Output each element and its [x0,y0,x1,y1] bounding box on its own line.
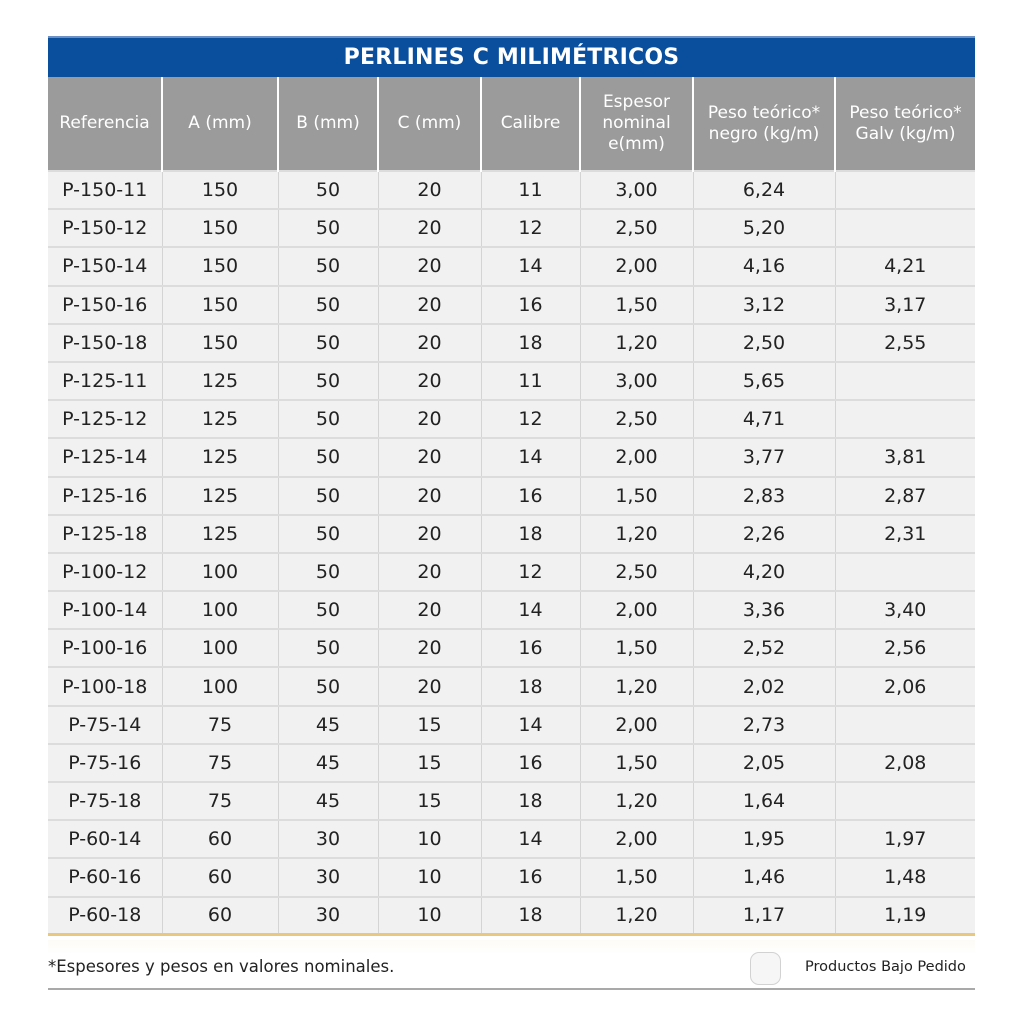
table-cell: 50 [278,477,378,515]
table-cell: 2,50 [693,324,835,362]
table-cell: P-125-11 [48,362,162,400]
table-title: PERLINES C MILIMÉTRICOS [48,36,975,77]
table-cell: 150 [162,324,278,362]
column-header [693,77,835,171]
table-cell: P-150-14 [48,247,162,285]
table-cell: 18 [481,515,580,553]
table-cell: 20 [378,438,481,476]
table-cell: 20 [378,247,481,285]
table-row [48,477,975,515]
table-cell: 125 [162,438,278,476]
column-header-line: Espesor [602,92,671,112]
table-cell: P-75-18 [48,782,162,820]
footnote: *Espesores y pesos en valores nominales. [48,957,395,976]
table-cell: 20 [378,667,481,705]
table-cell: 10 [378,897,481,935]
table-cell: 20 [378,171,481,209]
table-cell: 4,21 [835,247,975,285]
table-cell: 30 [278,897,378,935]
table-cell: 50 [278,400,378,438]
table-cell: 20 [378,324,481,362]
table-cell: 2,06 [835,667,975,705]
table-cell: 14 [481,591,580,629]
table-row [48,247,975,285]
table-cell: P-125-18 [48,515,162,553]
table-cell: 2,73 [693,706,835,744]
table-cell: 2,00 [580,247,693,285]
table-cell: P-150-16 [48,286,162,324]
table-cell: 3,00 [580,362,693,400]
table-cell: P-125-14 [48,438,162,476]
table-cell: 5,65 [693,362,835,400]
table-cell: 50 [278,324,378,362]
table-cell: 2,50 [580,209,693,247]
table-cell: 1,20 [580,782,693,820]
table-cell: 1,50 [580,477,693,515]
column-header [580,77,693,171]
table-cell: 125 [162,400,278,438]
table-cell: 20 [378,477,481,515]
table-cell: 3,81 [835,438,975,476]
table-cell: 150 [162,286,278,324]
table-cell: 20 [378,591,481,629]
table-cell [835,209,975,247]
table-cell: 2,00 [580,820,693,858]
table-cell: 18 [481,667,580,705]
table-cell: 3,36 [693,591,835,629]
table-cell: 15 [378,782,481,820]
table-cell: 1,17 [693,897,835,935]
column-header-line: nominal [602,113,671,133]
table-cell: P-60-14 [48,820,162,858]
table-cell [835,706,975,744]
column-header-line: B (mm) [296,113,360,133]
table-cell: 11 [481,362,580,400]
table-row [48,782,975,820]
table-cell: 1,50 [580,744,693,782]
table-row [48,820,975,858]
table-cell: 1,46 [693,858,835,896]
table-cell: 20 [378,553,481,591]
table-cell: 14 [481,247,580,285]
table-cell: P-100-16 [48,629,162,667]
column-header-line: Peso teórico* [707,102,821,123]
column-header-line: Calibre [500,113,561,133]
table-cell: 2,00 [580,591,693,629]
table-cell: P-125-12 [48,400,162,438]
table-row [48,591,975,629]
table-cell: 150 [162,171,278,209]
table-cell: 3,17 [835,286,975,324]
table-cell: 50 [278,553,378,591]
table-cell: 1,20 [580,515,693,553]
table-cell: 30 [278,820,378,858]
table-cell: 100 [162,553,278,591]
table-cell: 2,00 [580,438,693,476]
table-cell: 20 [378,362,481,400]
table-cell: 15 [378,744,481,782]
table-cell: P-150-12 [48,209,162,247]
table-cell: 10 [378,820,481,858]
table-cell [835,362,975,400]
column-header [278,77,378,171]
table-cell: 50 [278,171,378,209]
column-header-line: Peso teórico* [849,102,962,123]
rounded-square-swatch-icon [750,952,781,985]
table-cell: 2,87 [835,477,975,515]
table-cell: 16 [481,629,580,667]
table-cell: 100 [162,591,278,629]
table-cell: 50 [278,629,378,667]
table-cell [835,553,975,591]
table-cell [835,782,975,820]
table-row [48,706,975,744]
table-row [48,209,975,247]
table-cell: P-100-18 [48,667,162,705]
table-cell: 1,50 [580,629,693,667]
table-cell: 4,16 [693,247,835,285]
table-cell: P-125-16 [48,477,162,515]
table-cell: 1,50 [580,286,693,324]
column-header-line: C (mm) [397,113,462,133]
table-cell: 125 [162,477,278,515]
table-cell: 30 [278,858,378,896]
table-cell: P-60-16 [48,858,162,896]
table-cell: P-60-18 [48,897,162,935]
table-cell: P-75-14 [48,706,162,744]
table-cell: 20 [378,515,481,553]
table-cell: 16 [481,744,580,782]
table-cell: 125 [162,362,278,400]
table-cell: 4,20 [693,553,835,591]
table-cell: 2,26 [693,515,835,553]
table-cell: 2,55 [835,324,975,362]
table-cell: 12 [481,553,580,591]
table-cell: 2,52 [693,629,835,667]
perlines-table [48,77,975,936]
table-cell: 75 [162,706,278,744]
table-cell: 20 [378,209,481,247]
table-cell: 1,20 [580,897,693,935]
table-row [48,400,975,438]
table-cell: 14 [481,820,580,858]
table-cell: 50 [278,209,378,247]
column-header-line: Referencia [59,113,150,133]
table-cell: 60 [162,858,278,896]
table-cell: 12 [481,400,580,438]
table-cell: P-100-14 [48,591,162,629]
table-cell: 2,56 [835,629,975,667]
table-cell: 60 [162,897,278,935]
table-cell: 2,00 [580,706,693,744]
table-cell: 3,00 [580,171,693,209]
table-cell: 45 [278,706,378,744]
table-cell: 10 [378,858,481,896]
table-cell: 11 [481,171,580,209]
table-cell: 3,12 [693,286,835,324]
table-row [48,858,975,896]
table-cell: 50 [278,286,378,324]
table-cell: P-100-12 [48,553,162,591]
table-cell: 50 [278,362,378,400]
table-cell: 4,71 [693,400,835,438]
table-cell: P-150-11 [48,171,162,209]
table-cell [835,171,975,209]
table-cell: 2,50 [580,400,693,438]
table-header [48,77,975,171]
column-header-line: Galv (kg/m) [855,123,956,144]
table-cell: 2,31 [835,515,975,553]
table-row [48,286,975,324]
table-row [48,553,975,591]
table-cell: 18 [481,897,580,935]
column-header [378,77,481,171]
table-cell: 50 [278,591,378,629]
table-cell: 1,20 [580,324,693,362]
table-row [48,515,975,553]
table-cell: 2,50 [580,553,693,591]
table-cell: 20 [378,629,481,667]
column-header [835,77,975,171]
table-body [48,171,975,935]
table-cell: 45 [278,782,378,820]
table-cell: 1,50 [580,858,693,896]
table-cell: 18 [481,782,580,820]
table-cell: 1,64 [693,782,835,820]
table-row [48,667,975,705]
legend-label: Productos Bajo Pedido [805,959,966,975]
table-cell: 15 [378,706,481,744]
table-cell: 1,95 [693,820,835,858]
table-cell: 50 [278,515,378,553]
table-cell: 2,83 [693,477,835,515]
table-cell: 16 [481,477,580,515]
table-cell: 16 [481,858,580,896]
table-cell: 60 [162,820,278,858]
table-cell: 18 [481,324,580,362]
table-cell: 2,02 [693,667,835,705]
table-row [48,171,975,209]
table-cell: 3,40 [835,591,975,629]
table-footer [48,940,975,990]
table-cell: 2,05 [693,744,835,782]
table-cell: 14 [481,438,580,476]
header-row [48,77,975,171]
column-header [162,77,278,171]
table-cell: 150 [162,209,278,247]
table-cell: 45 [278,744,378,782]
table-cell: 50 [278,667,378,705]
table-cell: 16 [481,286,580,324]
table-cell: 125 [162,515,278,553]
table-cell: 6,24 [693,171,835,209]
table-cell: 3,77 [693,438,835,476]
table-cell: 50 [278,247,378,285]
table-cell: 20 [378,400,481,438]
column-header-line: A (mm) [188,113,252,133]
column-header-line: negro (kg/m) [708,123,820,144]
table-row [48,438,975,476]
table-cell: 50 [278,438,378,476]
table-cell: 100 [162,629,278,667]
table-cell: 1,97 [835,820,975,858]
column-header-line: e(mm) [608,134,665,154]
table-cell: P-150-18 [48,324,162,362]
table-cell: 5,20 [693,209,835,247]
table-row [48,897,975,935]
table-cell: 100 [162,667,278,705]
table-cell: 1,19 [835,897,975,935]
table-cell [835,400,975,438]
column-header [481,77,580,171]
table-cell: 2,08 [835,744,975,782]
table-row [48,324,975,362]
table-cell: 75 [162,744,278,782]
table-cell: 75 [162,782,278,820]
table-cell: 150 [162,247,278,285]
table-cell: P-75-16 [48,744,162,782]
column-header [48,77,162,171]
table-cell: 20 [378,286,481,324]
table-row [48,744,975,782]
product-table-container [48,36,975,936]
table-row [48,629,975,667]
table-cell: 1,48 [835,858,975,896]
table-cell: 12 [481,209,580,247]
table-cell: 14 [481,706,580,744]
table-cell: 1,20 [580,667,693,705]
table-row [48,362,975,400]
